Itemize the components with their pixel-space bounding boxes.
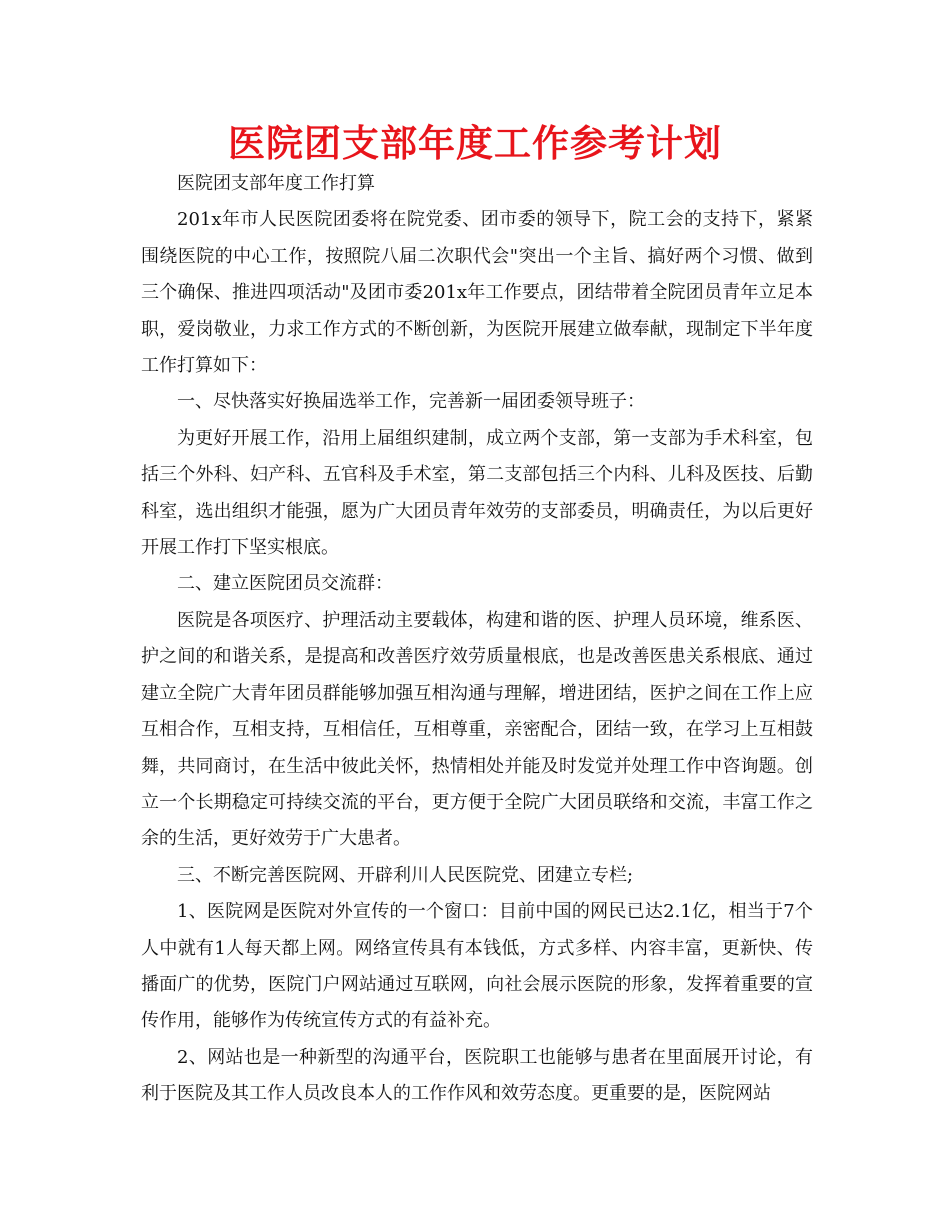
paragraph-subtitle: 医院团支部年度工作打算: [177, 173, 375, 194]
section-heading-1: 一、尽快落实好换届选举工作，完善新一届团委领导班子：: [177, 391, 645, 413]
paragraph-section-1: 为更好开展工作，沿用上届组织建制，成立两个支部，第一支部为手术科室，包括三个外科、妇产科、五官科及手术室，第二支部包括三个内科、儿科及医技、后勤科室，选出组织才能强，愿为广大团员青年效劳的支部委员，明确责任，为以后更好开展工作打下坚实根底。: [141, 427, 813, 559]
section-heading-2: 二、建立医院团员交流群：: [177, 573, 393, 595]
document-body: [141, 166, 813, 1113]
section-heading-3: 三、不断完善医院网、开辟利川人民医院党、团建立专栏;: [177, 864, 634, 886]
paragraph-section-3-item-2: 2、网站也是一种新型的沟通平台，医院职工也能够与患者在里面展开讨论，有利于医院及其工作人员改良本人的工作作风和效劳态度。更重要的是，医院网站: [141, 1046, 813, 1105]
paragraph-section-3-item-1: 1、医院网是医院对外宣传的一个窗口：目前中国的网民已达2.1亿，相当于7个人中就有1人每天都上网。网络宣传具有本钱低，方式多样、内容丰富，更新快、传播面广的优势，医院门户网站通过互联网，向社会展示医院的形象，发挥着重要的宣传作用，能够作为传统宣传方式的有益补充。: [141, 901, 813, 1032]
paragraph-intro: 201x年市人民医院团委将在院党委、团市委的领导下，院工会的支持下，紧紧围绕医院的中心工作，按照院八届二次职代会"突出一个主旨、搞好两个习惯、做到三个确保、推进四项活动"及团市委201x年工作要点，团结带着全院团员青年立足本职，爱岗敬业，力求工作方式的不断创新，为医院开展建立做奉献，现制定下半年度工作打算如下：: [141, 209, 813, 377]
paragraph-section-2: 医院是各项医疗、护理活动主要载体，构建和谐的医、护理人员环境，维系医、护之间的和谐关系，是提高和改善医疗效劳质量根底，也是改善医患关系根底、通过建立全院广大青年团员群能够加强互相沟通与理解，增进团结，医护之间在工作上应互相合作，互相支持，互相信任，互相尊重，亲密配合，团结一致，在学习上互相鼓舞，共同商讨，在生活中彼此关怀，热情相处并能及时发觉并处理工作中咨询题。创立一个长期稳定可持续交流的平台，更方便于全院广大团员联络和交流，丰富工作之余的生活，更好效劳于广大患者。: [141, 609, 813, 850]
document-title: 医院团支部年度工作参考计划: [228, 121, 722, 165]
